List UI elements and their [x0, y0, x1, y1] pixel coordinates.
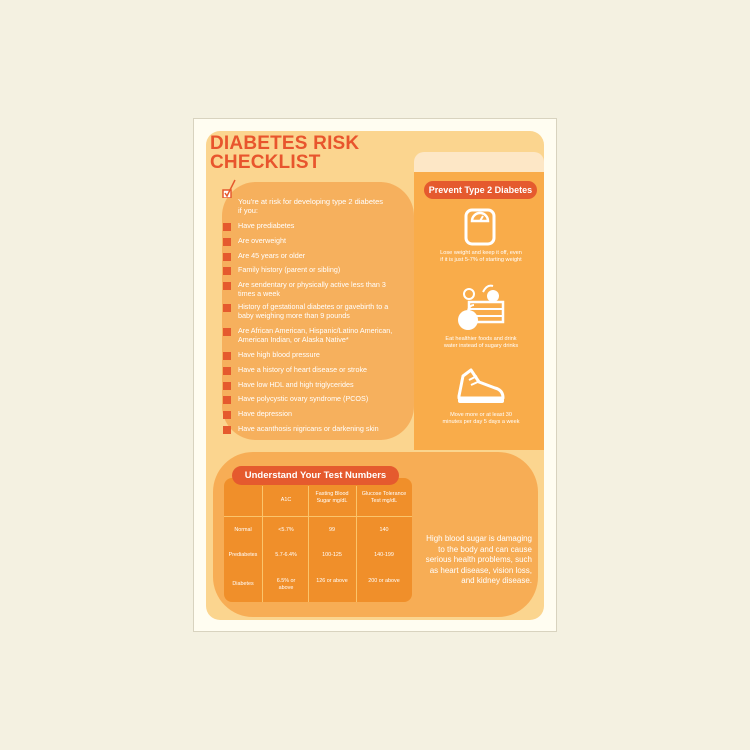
table-divider — [356, 486, 357, 602]
scale-icon — [463, 208, 497, 246]
table-header-fasting: Fasting Blood Sugar mg/dL — [315, 491, 349, 504]
checkbox-icon — [223, 223, 231, 231]
table-cell: 100-125 — [322, 552, 342, 558]
prevent-item-food: Eat healthier foods and drink water instead of sugary drinks — [443, 336, 519, 349]
checkbox-icon — [223, 253, 231, 261]
list-item: Are overweight — [238, 236, 286, 245]
list-item: Are 45 years or older — [238, 251, 306, 260]
checkbox-icon — [223, 411, 231, 419]
table-row-label: Prediabetes — [228, 552, 258, 558]
fruit-basket-icon — [455, 282, 507, 332]
table-divider — [224, 516, 412, 517]
table-divider — [262, 486, 263, 602]
table-cell: 140-199 — [374, 552, 394, 558]
list-item: Have high blood pressure — [238, 350, 320, 359]
list-item: Are sendentary or physically active less than 3 times a week — [238, 280, 386, 298]
prevent-heading: Prevent Type 2 Diabetes — [424, 181, 537, 199]
list-item: Have acanthosis nigricans or darkening skin — [238, 424, 379, 433]
checkbox-icon — [223, 396, 231, 404]
prevent-item-move: Move more or at least 30 minutes per day 5 days a week — [442, 412, 520, 425]
page-title — [210, 134, 359, 172]
list-item: Have depression — [238, 409, 292, 418]
table-cell: 5.7-6.4% — [275, 552, 297, 558]
list-item: Have a history of heart disease or stroke — [238, 365, 368, 374]
checkbox-icon — [223, 382, 231, 390]
list-item: Have polycystic ovary syndrome (PCOS) — [238, 394, 369, 403]
checkbox-icon — [223, 282, 231, 290]
list-item: Family history (parent or sibling) — [238, 265, 341, 274]
checkbox-icon — [223, 426, 231, 434]
table-cell: 200 or above — [368, 578, 400, 584]
checklist-intro: You're at risk for developing type 2 diabetes if you: — [238, 197, 383, 215]
table-cell: 99 — [329, 527, 335, 533]
table-cell: 126 or above — [316, 578, 348, 584]
list-item: Are African American, Hispanic/Latino American, American Indian, or Alaska Native* — [238, 326, 393, 344]
right-top-strip — [414, 152, 544, 174]
checkbox-icon — [223, 304, 231, 312]
list-item: Have low HDL and high triglycerides — [238, 380, 354, 389]
sneaker-icon — [455, 366, 507, 406]
prevent-item-weight: Lose weight and keep it off, even if it is just 5-7% of starting weight — [440, 250, 522, 263]
title-line-2: CHECKLIST — [210, 152, 321, 173]
checkbox-icon — [223, 328, 231, 336]
checkbox-checked-icon — [220, 178, 240, 198]
list-item: History of gestational diabetes or gavebirth to a baby weighing more than 9 pounds — [238, 302, 389, 320]
blood-sugar-note: High blood sugar is damaging to the body and can cause serious health problems, such as heart disease, vision loss, and kidney disease. — [425, 534, 532, 585]
table-header-a1c: A1C — [280, 497, 292, 503]
checkbox-icon — [223, 267, 231, 275]
table-cell: <5.7% — [278, 527, 294, 533]
table-header-glucose: Glucose Tolerance Test mg/dL — [361, 491, 407, 504]
table-row-label: Diabetes — [232, 581, 254, 587]
table-divider — [308, 486, 309, 602]
list-item: Have prediabetes — [238, 221, 295, 230]
checkbox-icon — [223, 238, 231, 246]
checkbox-icon — [223, 352, 231, 360]
title-line-1: DIABETES RISK — [210, 133, 360, 154]
table-cell: 6.5% or above — [276, 578, 296, 591]
table-row-label: Normal — [234, 527, 252, 533]
test-numbers-heading: Understand Your Test Numbers — [232, 466, 399, 485]
table-cell: 140 — [379, 527, 389, 533]
checkbox-icon — [223, 367, 231, 375]
